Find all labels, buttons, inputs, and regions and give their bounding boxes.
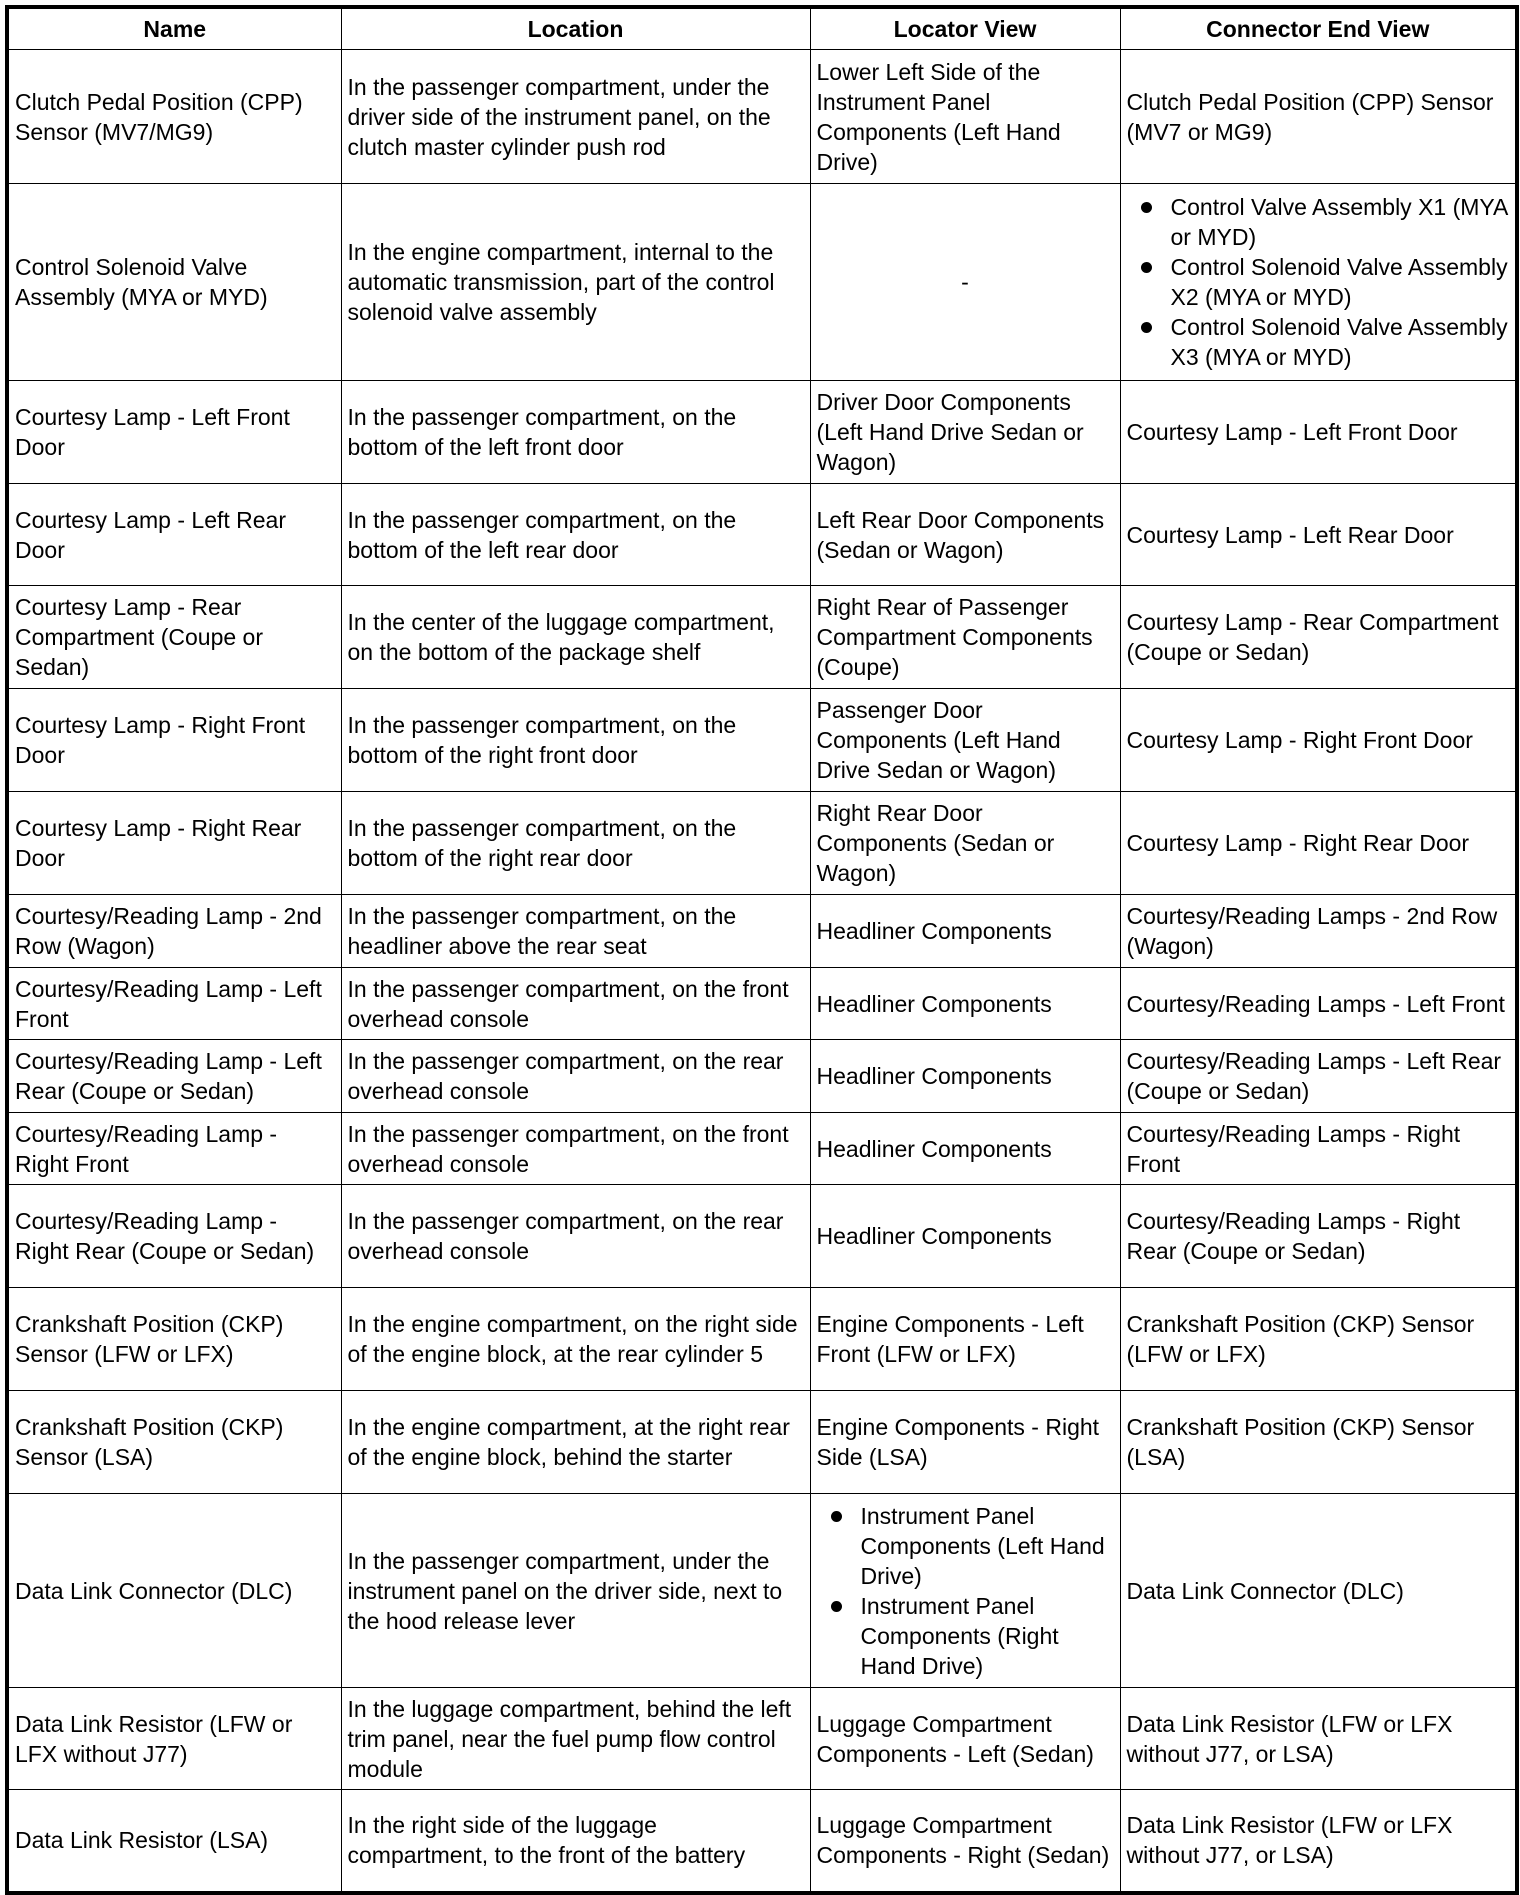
cell-name: Courtesy Lamp - Right Rear Door (7, 792, 341, 895)
cell-location: In the passenger compartment, on the rear overhead console (341, 1040, 810, 1113)
cell-connector-end-view (1120, 1288, 1517, 1391)
cell-locator-view (810, 1113, 1120, 1185)
cell-location: In the right side of the luggage compartment, to the front of the battery (341, 1790, 810, 1893)
cell-location: In the engine compartment, on the right side of the engine block, at the rear cylinder 5 (341, 1288, 810, 1391)
cell-location: In the passenger compartment, on the bottom of the right front door (341, 689, 810, 792)
table-row (7, 968, 1517, 1040)
bullet-item: Control Valve Assembly X1 (MYA or MYD) (1170, 194, 1508, 250)
locator-list-text: Engine Components - Left Front (LFW or LFX) (816, 1311, 1084, 1367)
locator-list-text: Lower Left Side of the Instrument Panel Components (Left Hand Drive) (816, 58, 1061, 175)
connector-list-text: Courtesy/Reading Lamps - Right Front (1126, 1120, 1461, 1177)
table-row (7, 1113, 1517, 1185)
header-locator-view: Locator View (810, 7, 1120, 50)
cell-name: Data Link Resistor (LSA) (7, 1790, 341, 1893)
cell-location: In the passenger compartment, on the rear overhead console (341, 1185, 810, 1288)
locator-list-text: Right Rear Door Components (Sedan or Wagon) (816, 800, 1055, 886)
cell-locator-view (810, 50, 1120, 184)
cell-locator-view (810, 484, 1120, 586)
connector-list-text: Clutch Pedal Position (CPP) Sensor (MV7 or MG9) (1126, 88, 1494, 145)
cell-location: In the engine compartment, at the right rear of the engine block, behind the starter (341, 1391, 810, 1494)
cell-locator-view (810, 1688, 1120, 1790)
cell-name: Data Link Resistor (LFW or LFX without J77) (7, 1688, 341, 1790)
cell-name: Courtesy/Reading Lamp - Right Rear (Coupe or Sedan) (7, 1185, 341, 1288)
cell-connector-end-view (1120, 1790, 1517, 1893)
cell-location: In the passenger compartment, on the bottom of the right rear door (341, 792, 810, 895)
cell-locator-view (810, 1494, 1120, 1688)
connector-list-text: Courtesy Lamp - Left Rear Door (1126, 521, 1454, 548)
table-row (7, 1494, 1517, 1688)
connector-list-text: Crankshaft Position (CKP) Sensor (LSA) (1126, 1414, 1475, 1470)
cell-name: Courtesy Lamp - Left Front Door (7, 381, 341, 484)
cell-connector-end-view (1120, 586, 1517, 689)
cell-connector-end-view (1120, 484, 1517, 586)
cell-connector-end-view (1120, 184, 1517, 381)
cell-locator-view (810, 586, 1120, 689)
connector-list-text: Courtesy/Reading Lamps - Left Front (1126, 990, 1505, 1017)
cell-connector-end-view (1120, 1113, 1517, 1185)
cell-connector-end-view (1120, 1040, 1517, 1113)
cell-location: In the passenger compartment, on the front overhead console (341, 968, 810, 1040)
connector-list-text: Courtesy/Reading Lamps - Left Rear (Coupe or Sedan) (1126, 1048, 1502, 1104)
cell-connector-end-view (1120, 1688, 1517, 1790)
connector-list-text: Courtesy Lamp - Right Front Door (1126, 727, 1473, 753)
table-row (7, 792, 1517, 895)
cell-connector-end-view (1120, 381, 1517, 484)
cell-connector-end-view (1120, 689, 1517, 792)
cell-location: In the center of the luggage compartment, on the bottom of the package shelf (341, 586, 810, 689)
cell-locator-view (810, 1288, 1120, 1391)
cell-name: Data Link Connector (DLC) (7, 1494, 341, 1688)
cell-location: In the passenger compartment, on the bottom of the left front door (341, 381, 810, 484)
table-row (7, 1391, 1517, 1494)
locator-list-text: Luggage Compartment Components - Right (Sedan) (816, 1812, 1110, 1869)
table-row (7, 1288, 1517, 1391)
table-row (7, 689, 1517, 792)
cell-location: In the luggage compartment, behind the left trim panel, near the fuel pump flow control module (341, 1688, 810, 1790)
locator-list-text: Passenger Door Components (Left Hand Drive Sedan or Wagon) (816, 697, 1061, 783)
connector-list-text: Courtesy Lamp - Rear Compartment (Coupe or Sedan) (1126, 609, 1499, 665)
table-row (7, 50, 1517, 184)
table-row (7, 586, 1517, 689)
connector-list-text: Data Link Connector (DLC) (1126, 1577, 1404, 1604)
bullet-item: Control Solenoid Valve Assembly X2 (MYA or MYD) (1170, 254, 1508, 310)
table-row (7, 1040, 1517, 1113)
cell-connector-end-view (1120, 968, 1517, 1040)
locator-list-text: Headliner Components (816, 1223, 1052, 1249)
connector-list-text: Courtesy/Reading Lamps - Right Rear (Coupe or Sedan) (1126, 1208, 1461, 1264)
cell-name: Courtesy Lamp - Rear Compartment (Coupe or Sedan) (7, 586, 341, 689)
connector-list-text: Courtesy Lamp - Left Front Door (1126, 419, 1458, 445)
locator-list-text: Driver Door Components (Left Hand Drive Sedan or Wagon) (816, 389, 1084, 475)
locator-list-text: - (961, 269, 969, 295)
cell-locator-view (810, 792, 1120, 895)
bullet-item: Instrument Panel Components (Right Hand Drive) (861, 1591, 1114, 1681)
locator-list-text: Headliner Components (816, 990, 1052, 1017)
cell-locator-view (810, 895, 1120, 968)
connector-list-text: Courtesy Lamp - Right Rear Door (1126, 830, 1470, 856)
cell-location: In the passenger compartment, on the headliner above the rear seat (341, 895, 810, 968)
locator-list-text: Left Rear Door Components (Sedan or Wagon) (816, 506, 1105, 563)
locator-list (817, 1501, 1114, 1681)
cell-name: Courtesy/Reading Lamp - Left Rear (Coupe or Sedan) (7, 1040, 341, 1113)
cell-connector-end-view (1120, 1185, 1517, 1288)
locator-list-text: Right Rear of Passenger Compartment Components (Coupe) (816, 594, 1093, 680)
cell-name: Control Solenoid Valve Assembly (MYA or MYD) (7, 184, 341, 381)
cell-connector-end-view (1120, 895, 1517, 968)
table-row (7, 895, 1517, 968)
component-locator-table (5, 5, 1519, 1895)
connector-list-text: Courtesy/Reading Lamps - 2nd Row (Wagon) (1126, 903, 1498, 959)
cell-locator-view (810, 1040, 1120, 1113)
bullet-item: Instrument Panel Components (Left Hand Drive) (861, 1501, 1114, 1591)
cell-location: In the passenger compartment, under the driver side of the instrument panel, on the clutch master cylinder push rod (341, 50, 810, 184)
cell-name: Crankshaft Position (CKP) Sensor (LFW or LFX) (7, 1288, 341, 1391)
cell-name: Clutch Pedal Position (CPP) Sensor (MV7/MG9) (7, 50, 341, 184)
cell-connector-end-view (1120, 1494, 1517, 1688)
header-connector-end-view: Connector End View (1120, 7, 1517, 50)
cell-connector-end-view (1120, 50, 1517, 184)
cell-location: In the passenger compartment, on the front overhead console (341, 1113, 810, 1185)
cell-locator-view (810, 1185, 1120, 1288)
locator-list-text: Engine Components - Right Side (LSA) (816, 1414, 1100, 1470)
cell-name: Crankshaft Position (CKP) Sensor (LSA) (7, 1391, 341, 1494)
table-row (7, 1185, 1517, 1288)
header-location: Location (341, 7, 810, 50)
header-row (7, 7, 1517, 50)
cell-locator-view (810, 1790, 1120, 1893)
cell-connector-end-view (1120, 792, 1517, 895)
locator-list-text: Headliner Components (816, 1063, 1052, 1089)
cell-locator-view (810, 381, 1120, 484)
cell-name: Courtesy Lamp - Right Front Door (7, 689, 341, 792)
cell-locator-view (810, 1391, 1120, 1494)
connector-list-text: Data Link Resistor (LFW or LFX without J77, or LSA) (1126, 1812, 1453, 1869)
cell-location: In the engine compartment, internal to the automatic transmission, part of the control solenoid valve assembly (341, 184, 810, 381)
table-row (7, 1790, 1517, 1893)
cell-name: Courtesy/Reading Lamp - 2nd Row (Wagon) (7, 895, 341, 968)
cell-location: In the passenger compartment, under the instrument panel on the driver side, next to the hood release lever (341, 1494, 810, 1688)
cell-locator-view (810, 184, 1120, 381)
table-row (7, 381, 1517, 484)
locator-list-text: Headliner Components (816, 1135, 1052, 1162)
table-row (7, 1688, 1517, 1790)
cell-name: Courtesy/Reading Lamp - Left Front (7, 968, 341, 1040)
locator-list-text: Luggage Compartment Components - Left (Sedan) (816, 1710, 1094, 1767)
cell-locator-view (810, 689, 1120, 792)
cell-locator-view (810, 968, 1120, 1040)
cell-location: In the passenger compartment, on the bottom of the left rear door (341, 484, 810, 586)
cell-connector-end-view (1120, 1391, 1517, 1494)
cell-name: Courtesy/Reading Lamp - Right Front (7, 1113, 341, 1185)
cell-name: Courtesy Lamp - Left Rear Door (7, 484, 341, 586)
bullet-item: Control Solenoid Valve Assembly X3 (MYA or MYD) (1170, 314, 1508, 370)
table-row (7, 184, 1517, 381)
connector-list (1127, 192, 1510, 372)
table-row (7, 484, 1517, 586)
header-name: Name (7, 7, 341, 50)
locator-list-text: Headliner Components (816, 918, 1052, 944)
connector-list-text: Data Link Resistor (LFW or LFX without J77, or LSA) (1126, 1710, 1453, 1767)
connector-list-text: Crankshaft Position (CKP) Sensor (LFW or LFX) (1126, 1311, 1475, 1367)
